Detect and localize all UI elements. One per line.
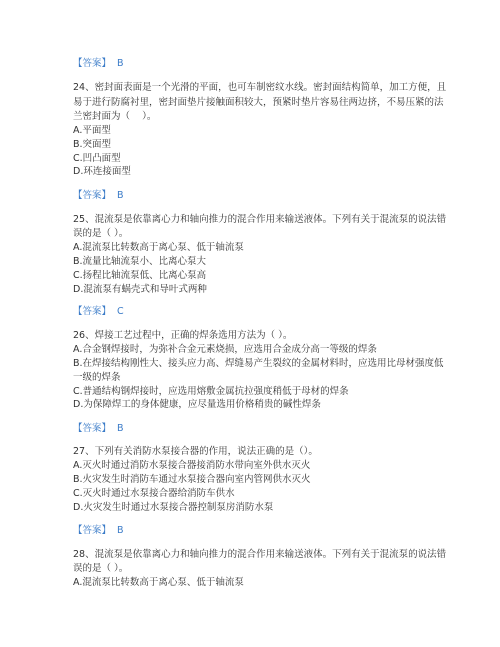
question-stem-line: 易于进行防腐衬里，密封面垫片接触面积较大，预紧时垫片容易往两边挤，不易压紧的法 [73,97,444,108]
question-stem-line: 27、下列有关消防水泵接合器的作用，说法正确的是（）。 [73,446,318,457]
option-b-continued: 一级的焊条 [73,372,121,383]
option-c: C.扬程比轴流泵低、比离心泵高 [73,270,207,281]
answer-line: 【答案】 B [73,190,124,201]
option-c: C.凹凸面型 [73,153,121,164]
option-b: B.火灾发生时消防车通过水泵接合器向室内管网供水灭火 [73,474,311,485]
answer-line: 【答案】 B [73,58,124,69]
option-d: D.混流泵有蜗壳式和导叶式两种 [73,284,207,295]
option-b: B.突面型 [73,139,112,150]
option-d: D.环连接面型 [73,166,131,177]
question-stem-line: 25、混流泵是依靠离心力和轴向推力的混合作用来输送液体。下列有关于混流泵的说法错 [73,214,447,225]
option-a: A.平面型 [73,125,111,136]
option-a: A.混流泵比转数高于离心泵、低于轴流泵 [73,242,244,253]
option-a: A.灭火时通过消防水泵接合器接消防水带向室外供水灭火 [73,460,311,471]
question-stem-line: 误的是（ ）。 [73,228,129,239]
answer-line: 【答案】 B [73,423,124,434]
question-stem-line: 26、焊接工艺过程中，正确的焊条选用方法为（ ）。 [73,330,293,341]
question-stem-line: 24、密封面表面是一个光滑的平面，也可车制密纹水线。密封面结构简单，加工方便，且 [73,82,447,93]
question-stem-line: 兰密封面为（ ）。 [73,111,157,122]
option-c: C.普通结构钢焊接时，应选用熔敷金属抗拉强度稍低于母材的焊条 [73,386,349,397]
option-d: D.为保障焊工的身体健康，应尽量选用价格稍贵的碱性焊条 [73,399,321,410]
option-b: B.流量比轴流泵小、比离心泵大 [73,256,207,267]
option-b: B.在焊接结构刚性大、接头应力高、焊缝易产生裂纹的金属材料时，应选用比母材强度低 [73,358,444,369]
option-d: D.火灾发生时通过水泵接合器控制泵房消防水泵 [73,502,274,513]
option-a: A.合金钢焊接时，为弥补合金元素烧损，应选用合金成分高一等级的焊条 [73,344,377,355]
option-c: C.灭火时通过水泵接合器给消防车供水 [73,488,235,499]
question-stem-line: 误的是（ ）。 [73,563,129,574]
answer-line: 【答案】 C [73,306,124,317]
option-a: A.混流泵比转数高于离心泵、低于轴流泵 [73,577,244,588]
question-stem-line: 28、混流泵是依靠离心力和轴向推力的混合作用来输送液体。下列有关于混流泵的说法错 [73,549,447,560]
answer-line: 【答案】 B [73,525,124,536]
